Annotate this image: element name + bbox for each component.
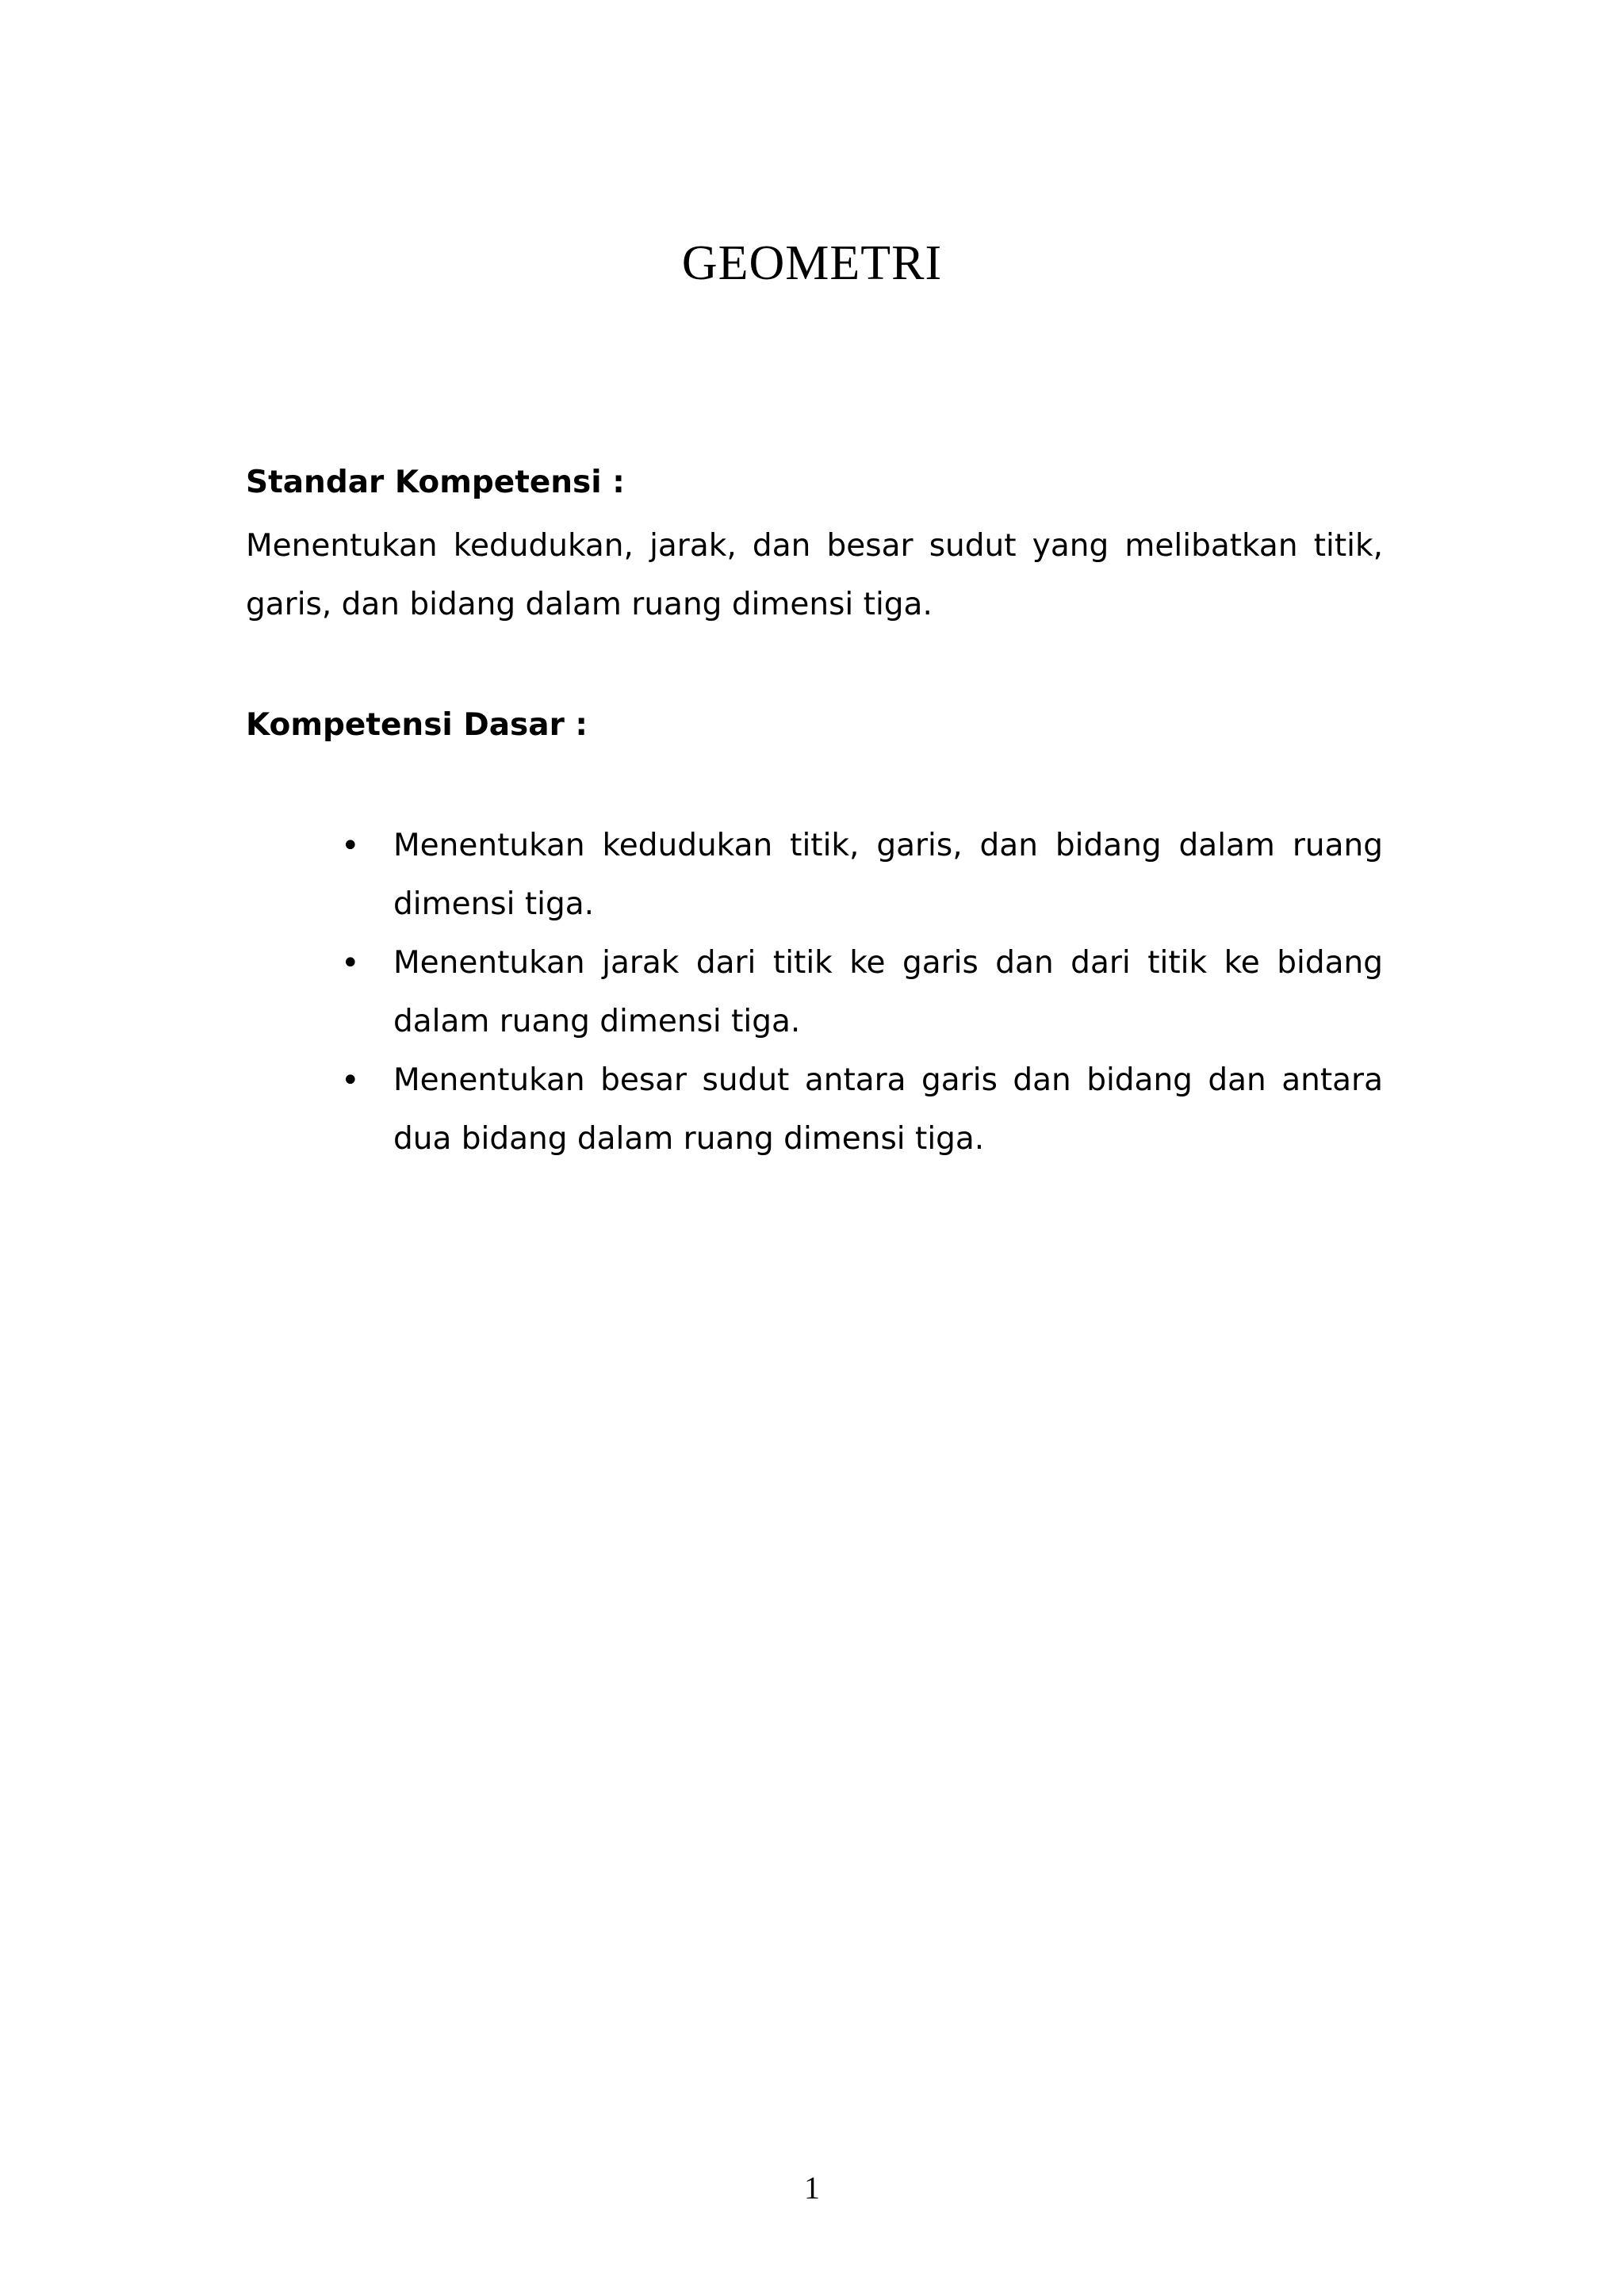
kompetensi-dasar-list	[246, 817, 1383, 1169]
standar-kompetensi-text: Menentukan kedudukan, jarak, dan besar sudut yang melibatkan titik, garis, dan bidang dalam ruang dimensi tiga.	[246, 528, 1383, 622]
page-number: 1	[804, 2170, 820, 2206]
kompetensi-dasar-heading: Kompetensi Dasar :	[246, 707, 588, 743]
list-item	[246, 1051, 1383, 1169]
list-item-text: Menentukan besar sudut antara garis dan bidang dan antara dua bidang dalam ruang dimensi tiga.	[393, 1062, 1383, 1157]
bullet-icon: •	[341, 1062, 360, 1099]
document-title: GEOMETRI	[681, 236, 943, 290]
document-body	[246, 453, 1383, 1169]
bullet-icon: •	[341, 828, 360, 864]
bullet-icon: •	[341, 945, 360, 982]
list-item	[246, 934, 1383, 1051]
list-item	[246, 817, 1383, 934]
list-item-text: Menentukan jarak dari titik ke garis dan dari titik ke bidang dalam ruang dimensi tiga.	[393, 945, 1383, 1039]
standar-kompetensi-heading: Standar Kompetensi :	[246, 465, 625, 500]
list-item-text: Menentukan kedudukan titik, garis, dan bidang dalam ruang dimensi tiga.	[393, 828, 1383, 922]
